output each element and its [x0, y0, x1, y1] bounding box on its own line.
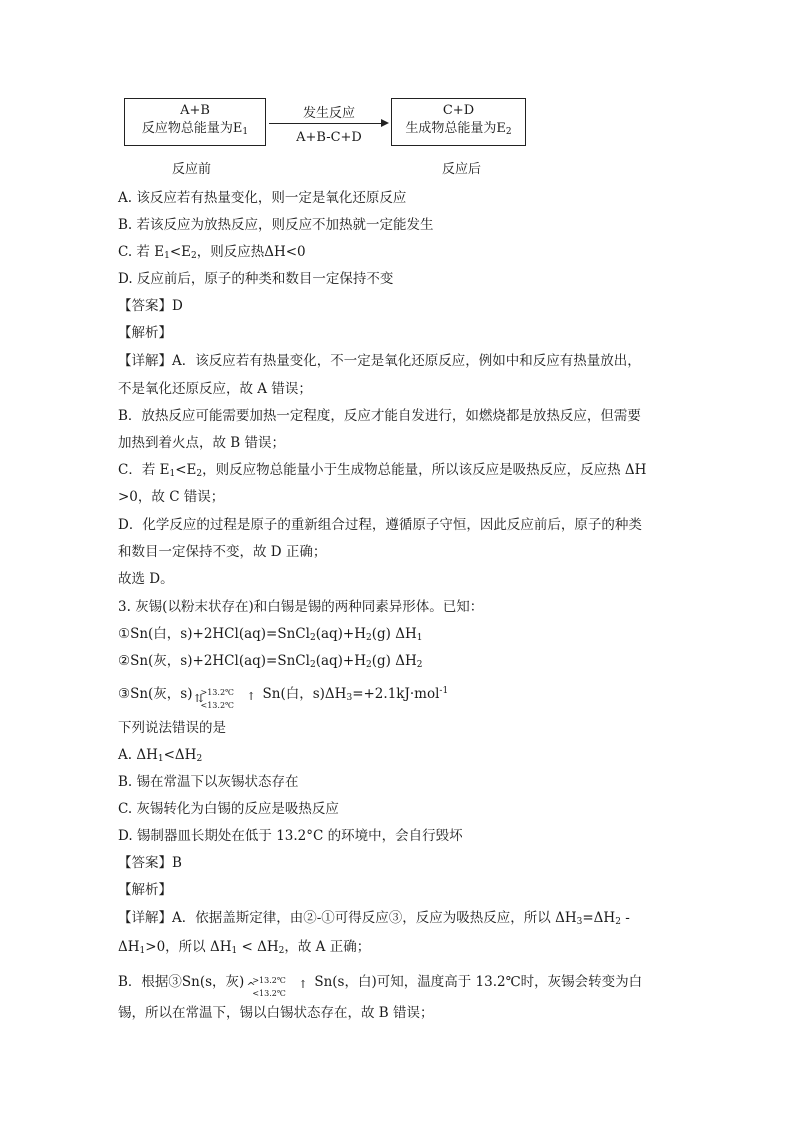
reaction-diagram	[124, 98, 544, 178]
q2-detail-line: 不是氧化还原反应，故 A 错误；	[118, 381, 312, 397]
q3-option-b: B. 锡在常温下以灰锡状态存在	[118, 774, 299, 790]
product-energy: 生成物总能量为$E_2$	[405, 121, 512, 137]
q2-option-b: B. 若该反应为放热反应，则反应不加热就一定能发生	[118, 217, 434, 233]
q2-detail-line: D．化学反应的过程是原子的重新组合过程，遵循原子守恒，因此反应前后，原子的种类	[118, 517, 642, 533]
q2-answer: 【答案】D	[118, 298, 183, 314]
q3-answer: 【答案】B	[118, 855, 182, 871]
reactant-formula: A+B	[180, 103, 210, 118]
q2-analysis-heading: 【解析】	[118, 325, 172, 341]
equilibrium-arrow-icon: ^ >13.2℃ <13.2℃ ↑	[246, 975, 308, 998]
reactant-energy: 反应物总能量为$E_1$	[141, 121, 249, 137]
q3-question: 下列说法错误的是	[118, 720, 226, 736]
q2-detail-line: 【详解】A．该反应若有热量变化，不一定是氧化还原反应，例如中和反应有热量放出，	[118, 353, 641, 369]
q3-detail-line: 锡，所以在常温下，锡以白锡状态存在，故 B 错误；	[118, 1005, 434, 1021]
q3-option-d: D. 锡制器皿长期处在低于 13.2°C 的环境中，会自行毁坏	[118, 828, 463, 844]
q3-detail-line: 【详解】A．依据盖斯定律，由②-①可得反应③，反应为吸热反应，所以 $\Delta H_3=\Delta H_2$ -	[118, 910, 630, 927]
reactant-box	[124, 98, 266, 146]
q2-option-a: A. 该反应若有热量变化，则一定是氧化还原反应	[118, 190, 407, 206]
arrow-label-bottom: A+B-C+D	[296, 130, 362, 145]
q2-detail-line: >0，故 C 错误；	[118, 489, 225, 505]
q2-option-d: D. 反应前后，原子的种类和数目一定保持不变	[118, 271, 394, 287]
product-formula: C+D	[442, 103, 475, 118]
q2-detail-line: 加热到着火点，故 B 错误；	[118, 435, 286, 451]
q3-equation-1: ①Sn(白，$s)+2HCl(aq)=SnCl_2(aq)+H_2(g)$ $\Delta H_1$	[118, 626, 423, 643]
q3-equation-2: ②Sn(灰，$s)+2HCl(aq)=SnCl_2(aq)+H_2(g)$ $\Delta H_2$	[118, 653, 423, 670]
q3-stem: 3. 灰锡(以粉末状存在)和白锡是锡的两种同素异形体。已知：	[118, 599, 484, 615]
product-box	[391, 98, 526, 146]
q3-option-a: A. $\Delta H_1<\Delta H_2$	[118, 747, 203, 764]
q3-detail-line: $\Delta H_1>0$，所以 $\Delta H_1 < \Delta H_2$，故 A 正确；	[118, 939, 371, 956]
caption-before: 反应前	[172, 162, 212, 177]
q3-equation-3: ③Sn(灰，s) ⇅ >13.2℃ <13.2℃ ↑ Sn(白，$s)\Delta H_3=+2.1kJ\cdot mol^{-1}$	[118, 686, 449, 710]
equilibrium-arrow-icon: ⇅ >13.2℃ <13.2℃ ↑	[194, 687, 256, 710]
q3-detail-line: B．根据③Sn(s，灰) ^ >13.2℃ <13.2℃ ↑ Sn(s，白)可知，温度高于 13.2℃时，灰锡会转变为白	[118, 974, 643, 998]
reaction-arrow	[267, 98, 391, 146]
q2-detail-line: C．若 $E_1<E_2$，则反应物总能量小于生成物总能量，所以该反应是吸热反应，反应热 ΔH	[118, 462, 647, 479]
arrow-label-top: 发生反应	[302, 106, 355, 121]
q2-detail-line: B．放热反应可能需要加热一定程度，反应才能自发进行，如燃烧都是放热反应，但需要	[118, 408, 641, 424]
q3-analysis-heading: 【解析】	[118, 882, 172, 898]
q2-conclusion: 故选 D。	[118, 571, 174, 587]
arrow-right-icon	[381, 119, 389, 127]
q2-detail-line: 和数目一定保持不变，故 D 正确；	[118, 544, 327, 560]
arrow-line	[269, 123, 383, 124]
caption-after: 反应后	[442, 162, 482, 177]
q2-option-c: C. 若 $E_1<E_2$，则反应热ΔH<0	[118, 244, 306, 261]
q3-option-c: C. 灰锡转化为白锡的反应是吸热反应	[118, 801, 339, 817]
